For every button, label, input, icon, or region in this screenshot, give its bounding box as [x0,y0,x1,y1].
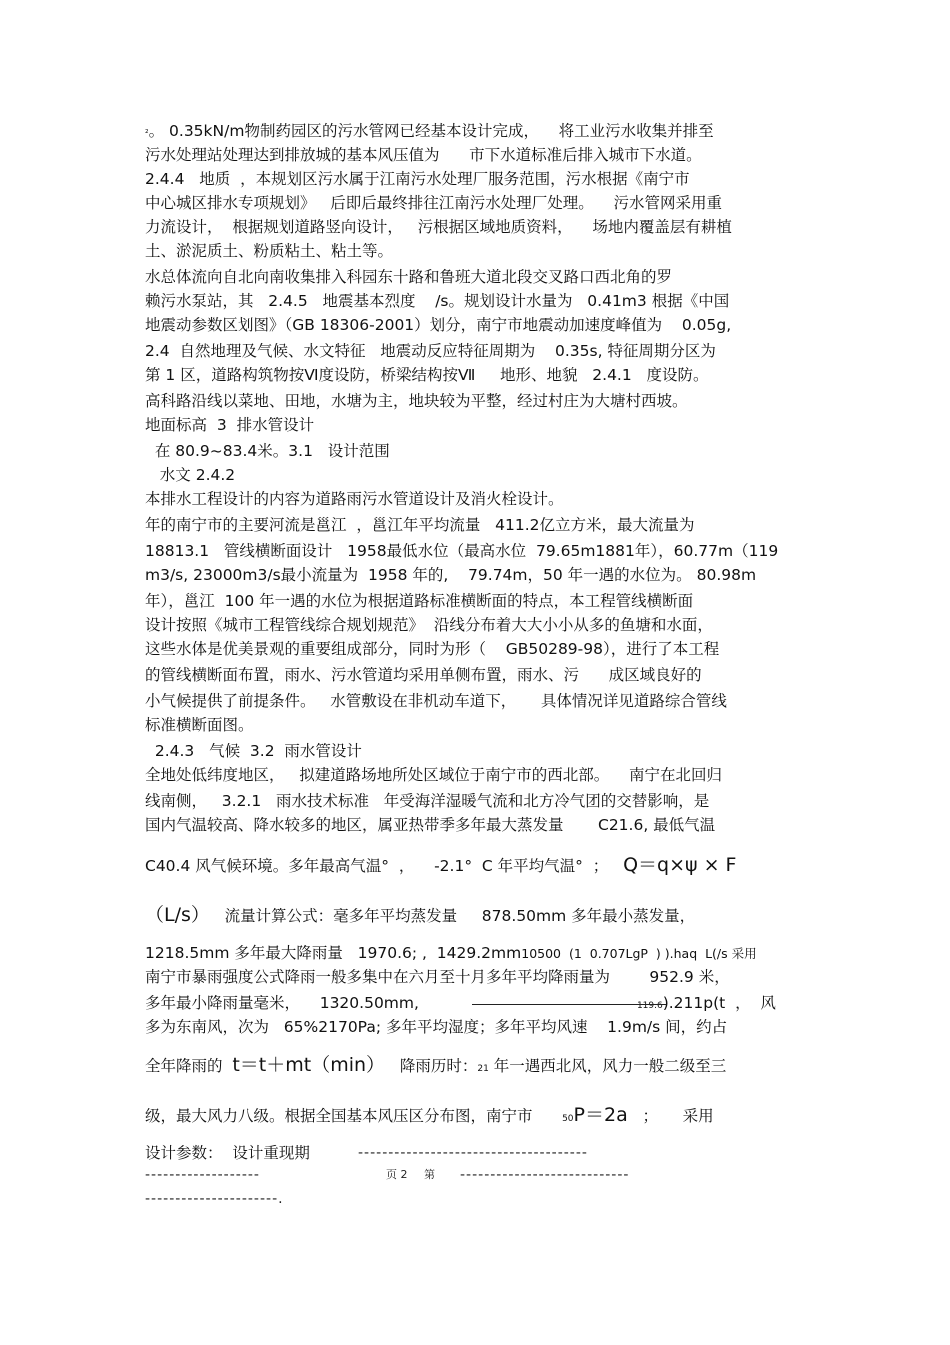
text-line-2: 污水处理站处理达到排放城的基本风压值为 市下水道标准后排入城市下水道。 [145,146,702,164]
text-line-8: 赖污水泵站，其 2.4.5 地震基本烈度 /s。规划设计水量为 0.41m3 根据《中国 [145,292,730,310]
text-line-35: 多为东南风，次为 65%2170Pa; 多年平均湿度；多年平均风速 1.9m/s 间，约占 [145,1018,728,1036]
text-line-13: 地面标高 3 排水管设计 [145,416,315,434]
text-line-18: 18813.1 管线横断面设计 1958最低水位（最高水位 79.65m1881年），60.77m（119 [145,542,779,560]
text-line-38: 设计参数： 设计重现期 [145,1144,310,1162]
footer-dash-line-1: -------------------------------------- [358,1145,588,1161]
text-line-17: 年的南宁市的主要河流是邕江 ，邕江年平均流量 411.2亿立方米，最大流量为 [145,516,695,534]
text-line-37: 级，最大风力八级。根据全国基本风压区分布图，南宁市 50P＝2a ； 采用 [145,1104,714,1126]
superscript: ² [145,129,149,139]
text-line-30: C40.4 风气候环境。多年最高气温° ， -2.1° C 年平均气温° ； Q＝q×ψ × F [145,854,737,876]
text-line-5: 力流设计， 根据规划道路竖向设计， 污根据区域地质资料， 场地内覆盖层有耕植 [145,218,732,236]
text-line-28: 线南侧， 3.2.1 雨水技术标准 年受海洋湿暖气流和北方冷气团的交替影响，是 [145,792,710,810]
text-line-33: 南宁市暴雨强度公式降雨一般多集中在六月至十月多年平均降雨量为 952.9 米， [145,968,730,986]
text-line-9: 地震动参数区划图》（GB 18306-2001）划分，南宁市地震动加速度峰值为 0.05g, [145,316,732,334]
text-line-10: 2.4 自然地理及气候、水文特征 地震动反应特征周期为 0.35s, 特征周期分区为 [145,342,716,360]
text-line-1: ²。 0.35kN/m物制药园区的污水管网已经基本设计完成， 将工业污水收集并排至 [145,122,714,140]
formula-flow: Q＝q×ψ × F [623,854,737,876]
page-number-label: 页 2 [386,1168,408,1181]
text-line-26: 2.4.3 气候 3.2 雨水管设计 [145,742,362,760]
text-line-20: 年），邕江 100 年一遇的水位为根据道路标准横断面的特点，本工程管线横断面 [145,592,694,610]
text-line-19: m3/s, 23000m3/s最小流量为 1958 年的, 79.74m，50 年一遇的水位为。 80.98m [145,566,757,584]
text-line-11: 第 1 区，道路构筑物按Ⅵ度设防，桥梁结构按Ⅶ 地形、地貌 2.4.1 度设防。 [145,366,709,384]
text-line-34: 多年最小降雨量毫米， 1320.50mm, 119.6).211p(t ， 风 [145,994,776,1012]
fraction-bar [472,1004,666,1005]
text-line-14: 在 80.9~83.4米。3.1 设计范围 [145,442,390,460]
text-line-27: 全地处低纬度地区， 拟建道路场地所处区域位于南宁市的西北部。 南宁在北回归 [145,766,722,784]
footer-dash-line-2: ------------------- [145,1167,260,1183]
footer-dash-line-3: ---------------------------- [460,1167,630,1183]
text-line-29: 国内气温较高、降水较多的地区，属亚热带季多年最大蒸发量 C21.6, 最低气温 [145,816,716,834]
formula-unit: （L/s） [145,904,210,926]
text-line-32: 1218.5mm 多年最大降雨量 1970.6; , 1429.2mm10500 (1 0.707LgP ) ).haq L(/s 采用 [145,944,757,962]
text-line-24: 小气候提供了前提条件。 水管敷设在非机动车道下， 具体情况详见道路综合管线 [145,692,727,710]
text-line-25: 标准横断面图。 [145,716,254,734]
text-line-36: 全年降雨的 t＝t＋mt（min） 降雨历时：21 年一遇西北风，风力一般二级至三 [145,1054,727,1076]
formula-duration: t＝t＋mt（min） [232,1054,386,1076]
text-line-22: 这些水体是优美景观的重要组成部分，同时为形（ GB50289-98），进行了本工程 [145,640,720,658]
text-line-3: 2.4.4 地质 ，本规划区污水属于江南污水处理厂服务范围，污水根据《南宁市 [145,170,690,188]
text-line-31: （L/s） 流量计算公式：毫多年平均蒸发量 878.50mm 多年最小蒸发量， [145,904,696,926]
rain-intensity-formula: 10500 (1 0.707LgP ) ).haq L(/s 采用 [521,946,757,961]
text-line-23: 的管线横断面布置，雨水、污水管道均采用单侧布置，雨水、污 成区域良好的 [145,666,702,684]
page-number-suffix: 第 [424,1168,435,1181]
text-line-16: 本排水工程设计的内容为道路雨污水管道设计及消火栓设计。 [145,490,564,508]
text-line-7: 水总体流向自北向南收集排入科园东十路和鲁班大道北段交叉路口西北角的罗 [145,268,673,286]
footer-dash-line-4: ----------------------. [145,1191,284,1207]
text-line-15: 水文 2.4.2 [145,466,236,484]
text-line-12: 高科路沿线以菜地、田地，水塘为主，地块较为平整，经过村庄为大塘村西坡。 [145,392,688,410]
formula-return-period: P＝2a [573,1104,628,1126]
text-line-4: 中心城区排水专项规划》 后即后最终排往江南污水处理厂处理。 污水管网采用重 [145,194,722,212]
text-line-21: 设计按照《城市工程管线综合规划规范》 沿线分布着大大小小从多的鱼塘和水面， [145,616,713,634]
text-line-6: 土、淤泥质土、粉质粘土、粘土等。 [145,242,394,260]
